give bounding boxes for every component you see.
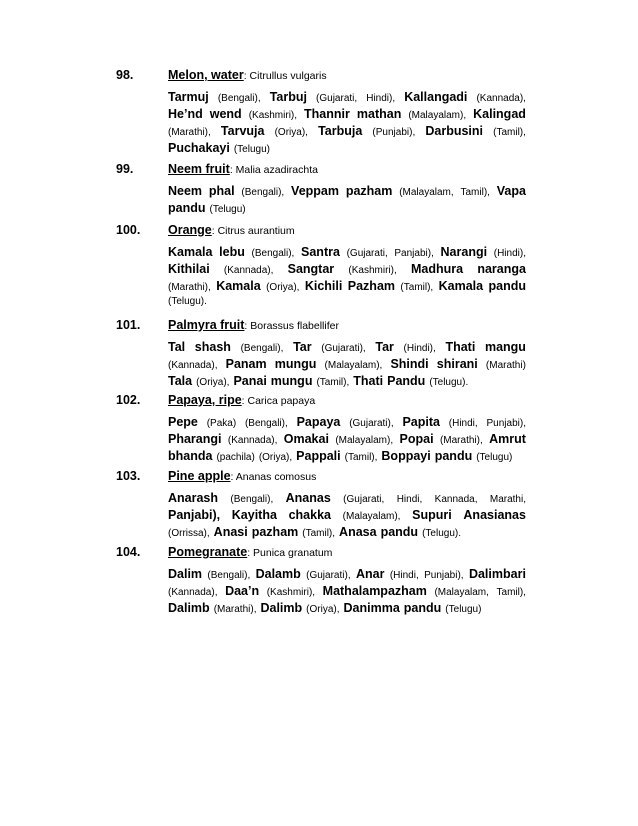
entry-number: 104. xyxy=(116,545,141,559)
regional-names xyxy=(168,340,526,391)
entry-number: 101. xyxy=(116,318,141,332)
entry-heading xyxy=(168,162,318,176)
scientific-name: : Citrus aurantium xyxy=(211,225,295,237)
fruit-name: Papaya, ripe xyxy=(168,393,242,407)
fruit-name: Orange xyxy=(168,223,212,237)
text-line: Neem phal (Bengali), Veppam pazham (Malayalam, Tamil), Vapa xyxy=(168,184,526,198)
text-line: pandu (Telugu) xyxy=(168,201,246,215)
fruit-name: Palmyra fruit xyxy=(168,318,245,332)
scientific-name: : Citrullus vulgaris xyxy=(243,70,327,82)
scientific-name: : Punica granatum xyxy=(247,547,333,559)
entry-number: 100. xyxy=(116,223,141,237)
entry-number: 99. xyxy=(116,162,134,176)
text-line: (Marathi), Tarvuja (Oriya), Tarbuja (Punjabi), Darbusini (Tamil), xyxy=(168,124,526,138)
text-line: Pharangi (Kannada), Omakai (Malayalam), Popai (Marathi), Amrut xyxy=(168,432,526,446)
scientific-name: : Borassus flabellifer xyxy=(244,320,339,332)
text-line: Puchakayi (Telugu) xyxy=(168,141,270,155)
text-line: Dalim (Bengali), Dalamb (Gujarati), Anar (Hindi, Punjabi), Dalimbari xyxy=(168,567,526,581)
text-line: Tala (Oriya), Panai mungu (Tamil), Thati Pandu (Telugu). xyxy=(168,374,469,388)
scientific-name: : Carica papaya xyxy=(241,395,316,407)
entry-heading xyxy=(168,223,295,237)
text-line: Anarash (Bengali), Ananas (Gujarati, Hindi, Kannada, Marathi, xyxy=(168,491,526,505)
text-line: Tarmuj (Bengali), Tarbuj (Gujarati, Hindi), Kallangadi (Kannada), xyxy=(168,90,526,104)
text-line: (Marathi), Kamala (Oriya), Kichili Pazham (Tamil), Kamala pandu xyxy=(168,279,526,293)
regional-names xyxy=(168,491,526,542)
text-line: Pepe (Paka) (Bengali), Papaya (Gujarati), Papita (Hindi, Punjabi), xyxy=(168,415,526,429)
regional-names xyxy=(168,245,526,313)
regional-names xyxy=(168,90,526,158)
entry-number: 102. xyxy=(116,393,141,407)
entry-heading xyxy=(168,318,339,332)
text-line: (Telugu). xyxy=(168,296,207,307)
entry-heading xyxy=(168,393,315,407)
scientific-name: : Ananas comosus xyxy=(230,471,317,483)
regional-names xyxy=(168,415,526,466)
entry-heading xyxy=(168,469,316,483)
text-line: bhanda (pachila) (Oriya), Pappali (Tamil), Boppayi pandu (Telugu) xyxy=(168,449,513,463)
scientific-name: : Malia azadirachta xyxy=(229,164,318,176)
text-line: (Kannada), Daa’n (Kashmiri), Mathalampazham (Malayalam, Tamil), xyxy=(168,584,526,598)
text-line: Tal shash (Bengali), Tar (Gujarati), Tar (Hindi), Thati mangu xyxy=(168,340,526,354)
entry-heading xyxy=(168,545,332,559)
text-line: (Orrissa), Anasi pazham (Tamil), Anasa pandu (Telugu). xyxy=(168,525,461,539)
text-line: Kamala lebu (Bengali), Santra (Gujarati, Panjabi), Narangi (Hindi), xyxy=(168,245,526,259)
entry-number: 103. xyxy=(116,469,141,483)
entry-number: 98. xyxy=(116,68,134,82)
entry-heading xyxy=(168,68,327,82)
text-line: Dalimb (Marathi), Dalimb (Oriya), Danimma pandu (Telugu) xyxy=(168,601,482,615)
text-line: Kithilai (Kannada), Sangtar (Kashmiri), Madhura naranga xyxy=(168,262,526,276)
fruit-name: Melon, water xyxy=(168,68,244,82)
regional-names xyxy=(168,184,526,218)
text-line: He’nd wend (Kashmiri), Thannir mathan (Malayalam), Kalingad xyxy=(168,107,526,121)
fruit-name: Pine apple xyxy=(168,469,231,483)
regional-names xyxy=(168,567,526,618)
fruit-name: Neem fruit xyxy=(168,162,230,176)
fruit-name: Pomegranate xyxy=(168,545,248,559)
text-line: Panjabi), Kayitha chakka (Malayalam), Supuri Anasianas xyxy=(168,508,526,522)
text-line: (Kannada), Panam mungu (Malayalam), Shindi shirani (Marathi) xyxy=(168,357,526,371)
